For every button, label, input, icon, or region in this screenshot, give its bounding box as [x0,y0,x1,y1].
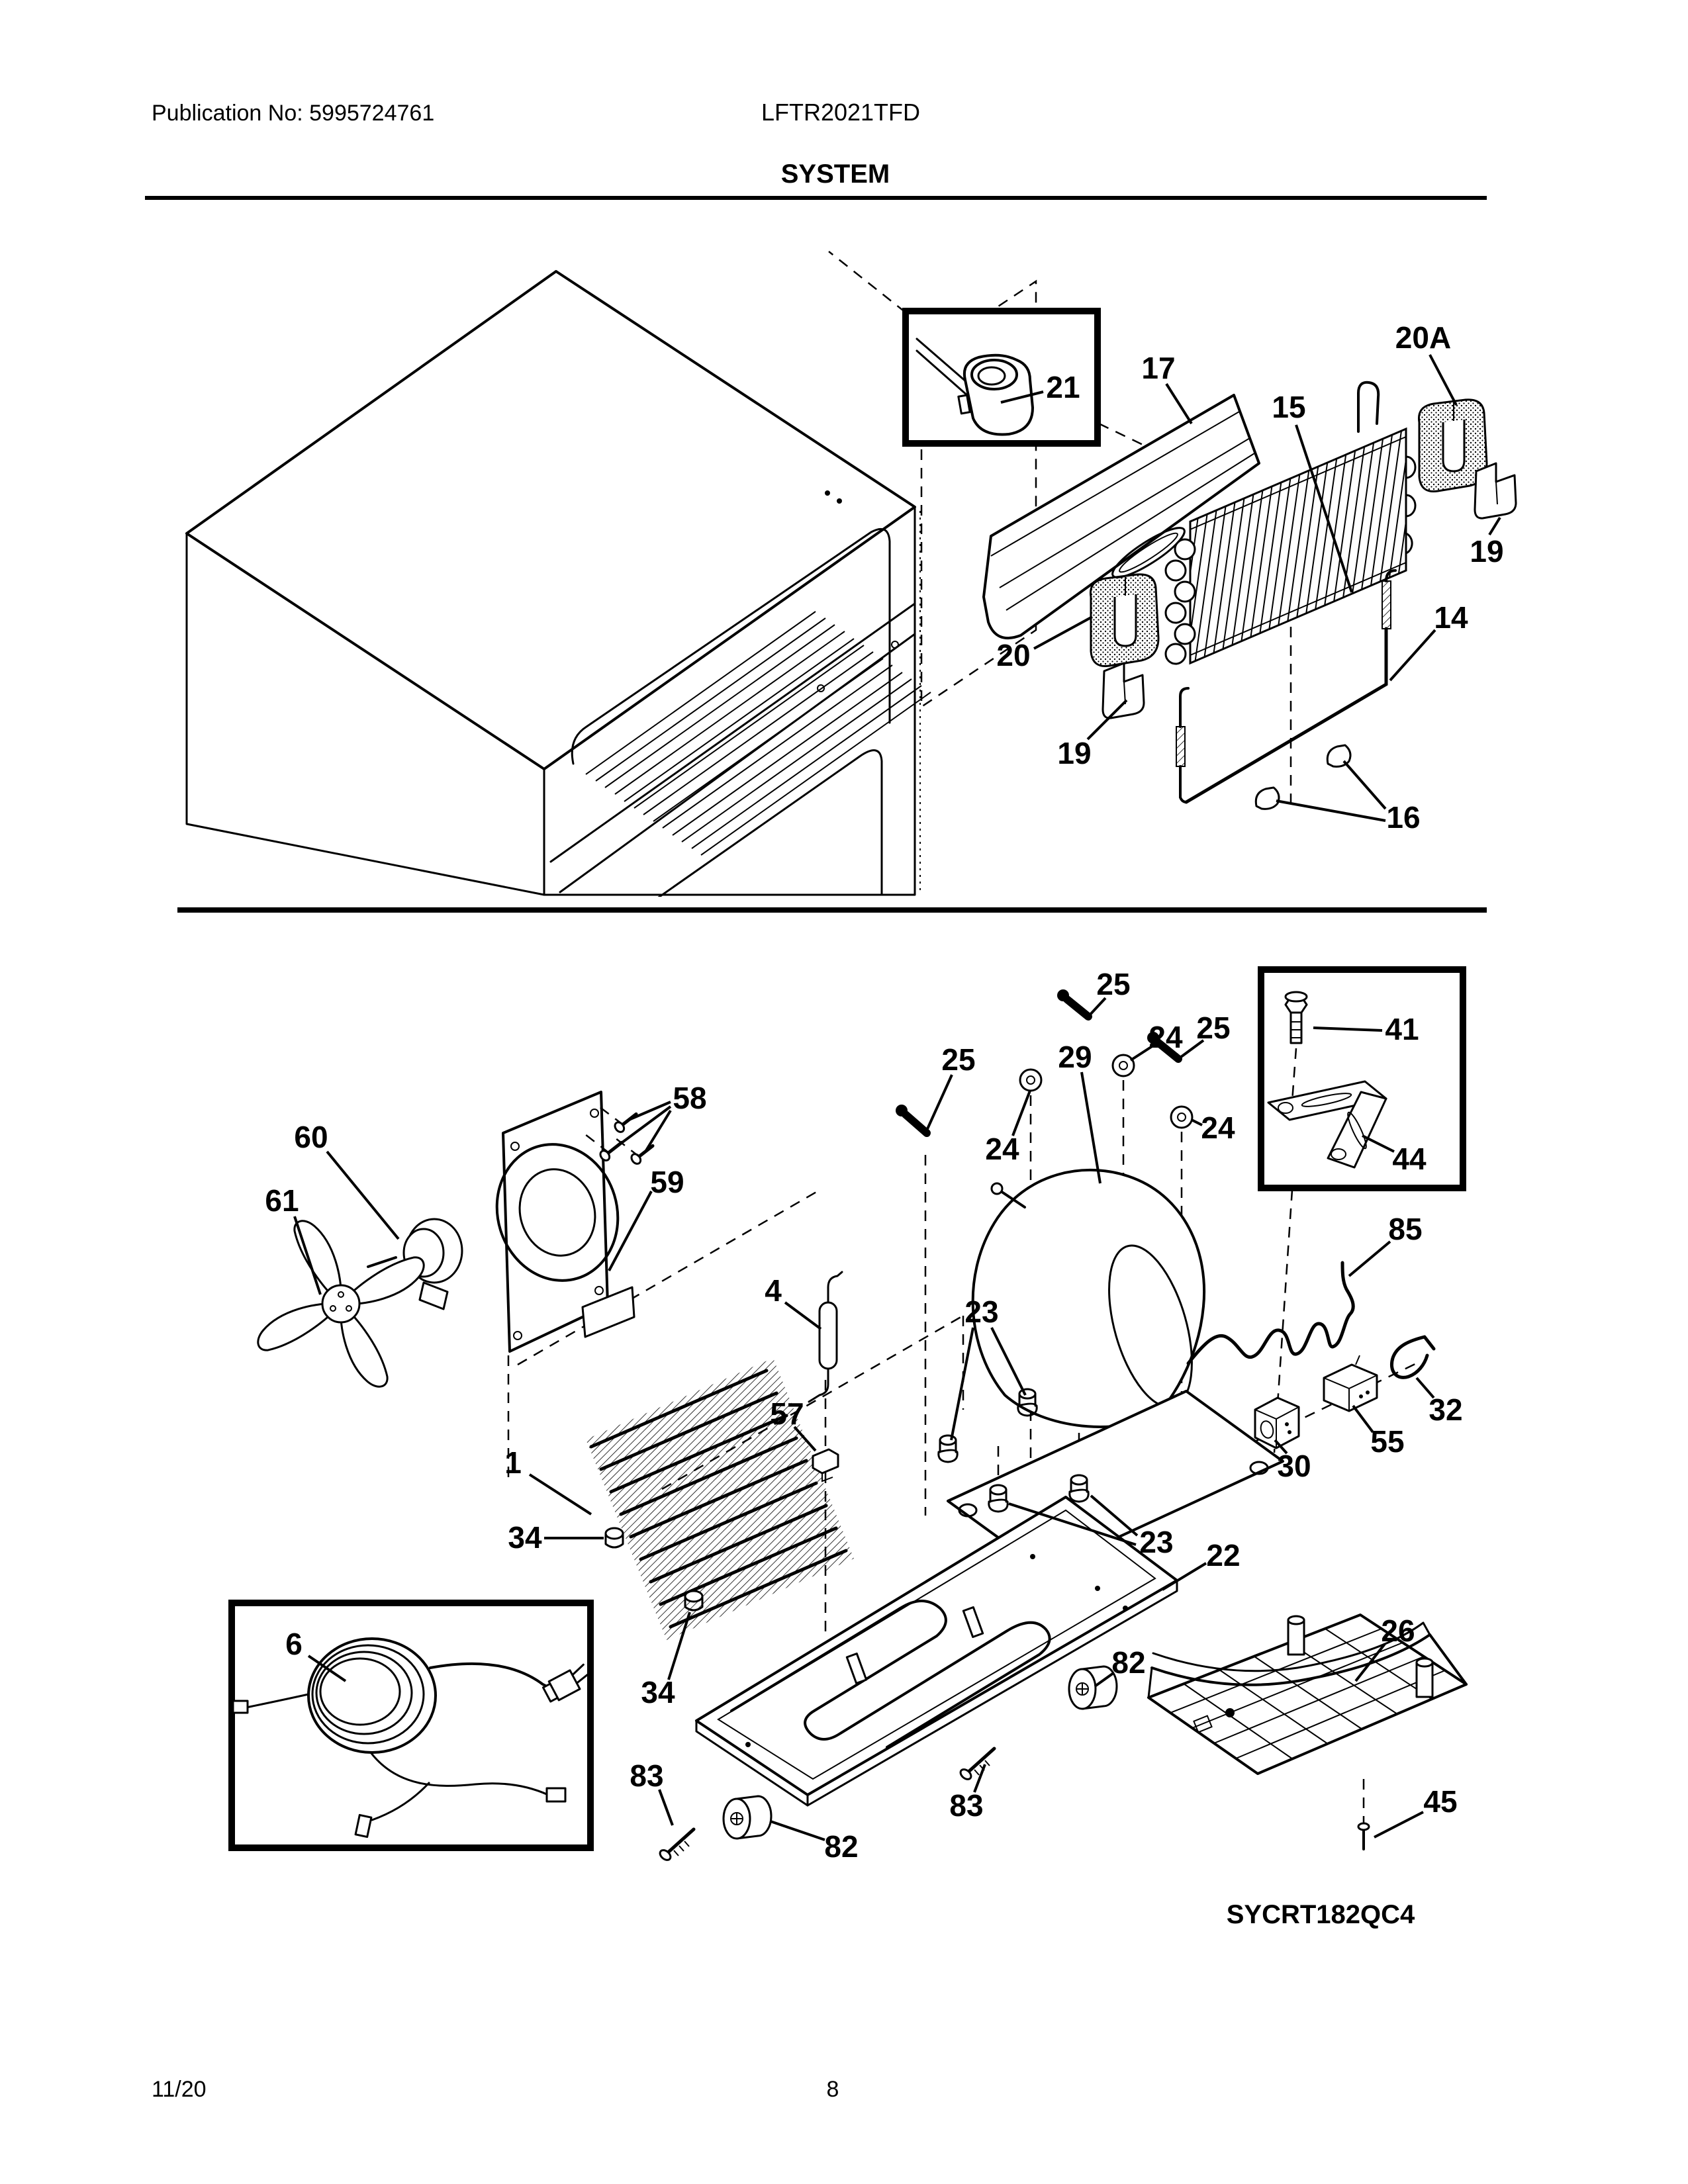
upper-diagram-cabinet-and-evaporator [187,251,1516,953]
callout-55: 55 [1370,1424,1405,1459]
leader-line-17 [1166,384,1192,424]
callout-4: 4 [765,1273,782,1308]
screw-83-right [959,1749,994,1781]
callout-24: 24 [1149,1020,1183,1054]
callout-19: 19 [1057,736,1092,770]
leader-line-16 [1344,761,1385,809]
callout-29: 29 [1058,1040,1092,1074]
drain-pan-26 [1149,1615,1466,1774]
callout-6: 6 [285,1627,303,1661]
section-divider-rule [177,907,1487,913]
refrigerator-cabinet-art [187,271,931,953]
mount-block-20 [1090,574,1158,666]
leader-line-45 [1374,1812,1423,1837]
cone-16-b [1256,788,1279,809]
callout-16: 16 [1386,800,1421,835]
callout-17: 17 [1141,351,1176,385]
screw-83-left [658,1829,694,1862]
bushing-34-upper [606,1528,623,1547]
callout-58: 58 [673,1081,707,1115]
callout-23: 23 [964,1295,999,1329]
callout-1: 1 [504,1445,522,1480]
leader-line-23 [951,1328,973,1440]
callout-15: 15 [1272,390,1306,424]
callout-45: 45 [1423,1784,1458,1819]
callout-82: 82 [824,1829,859,1864]
condenser-coil-1 [586,1358,854,1640]
leader-line-60 [327,1152,399,1239]
callout-30: 30 [1277,1449,1311,1483]
callout-44: 44 [1392,1142,1427,1176]
callout-41: 41 [1385,1012,1419,1046]
capacitor-55 [1324,1355,1377,1411]
leader-line-19 [1489,518,1500,535]
callout-20A: 20A [1395,320,1452,355]
callout-25: 25 [941,1042,976,1077]
leader-line-4 [785,1302,821,1329]
callout-19: 19 [1470,534,1504,569]
leader-line-1 [530,1475,591,1514]
leader-line-83 [659,1790,673,1825]
callout-25: 25 [1096,967,1131,1001]
callout-59: 59 [650,1165,684,1199]
callout-22: 22 [1206,1538,1241,1572]
header-rule [145,196,1487,200]
leader-line-25 [927,1075,952,1130]
page-title: SYSTEM [780,159,890,189]
callout-85: 85 [1388,1212,1423,1246]
washers-24 [1020,1055,1192,1128]
callout-34: 34 [641,1675,675,1709]
callout-24: 24 [985,1132,1019,1166]
diagram-code: SYCRT182QC4 [1226,1900,1415,1929]
callout-26: 26 [1381,1614,1415,1648]
mounting-pins-25 [896,989,1178,1133]
callout-20: 20 [996,638,1031,672]
roller-82-left [724,1796,771,1839]
callout-61: 61 [265,1183,299,1218]
callout-83: 83 [630,1758,664,1793]
callout-21: 21 [1046,370,1080,404]
leader-line-24 [1013,1091,1030,1136]
model-number: LFTR2021TFD [761,99,921,126]
discharge-tube-85 [1188,1263,1353,1363]
leader-line-14 [1390,630,1435,680]
callout-14: 14 [1434,600,1468,635]
footer-date: 11/20 [152,2077,207,2102]
clip-19-left [1103,663,1144,718]
callout-25: 25 [1196,1011,1231,1045]
fan-blade-61 [256,1219,426,1388]
callout-24: 24 [1201,1111,1235,1145]
inset-box-41-44 [1261,970,1463,1188]
clip-19-right [1475,463,1516,518]
callout-82: 82 [1111,1645,1146,1680]
leader-line-16 [1276,801,1385,821]
callout-34: 34 [508,1520,542,1555]
evaporator-inlet-tube [1358,383,1378,432]
leader-line-20 [1034,617,1092,649]
screw-45 [1358,1823,1369,1849]
callout-32: 32 [1429,1392,1463,1427]
leader-line-82 [771,1821,825,1840]
lower-diagram-machine-compartment [232,970,1466,1862]
leader-line-29 [1082,1072,1100,1183]
footer-page-number: 8 [826,2077,839,2102]
callout-57: 57 [770,1396,804,1431]
callout-83: 83 [949,1788,984,1823]
roller-82-right [1069,1666,1117,1709]
callout-23: 23 [1139,1525,1174,1559]
publication-number: Publication No: 5995724761 [152,101,435,126]
callout-60: 60 [294,1120,328,1154]
leader-line-85 [1349,1242,1390,1276]
fan-shroud-59 [481,1092,635,1351]
leader-line-20A [1430,355,1456,405]
wire-bracket-32 [1391,1337,1434,1377]
